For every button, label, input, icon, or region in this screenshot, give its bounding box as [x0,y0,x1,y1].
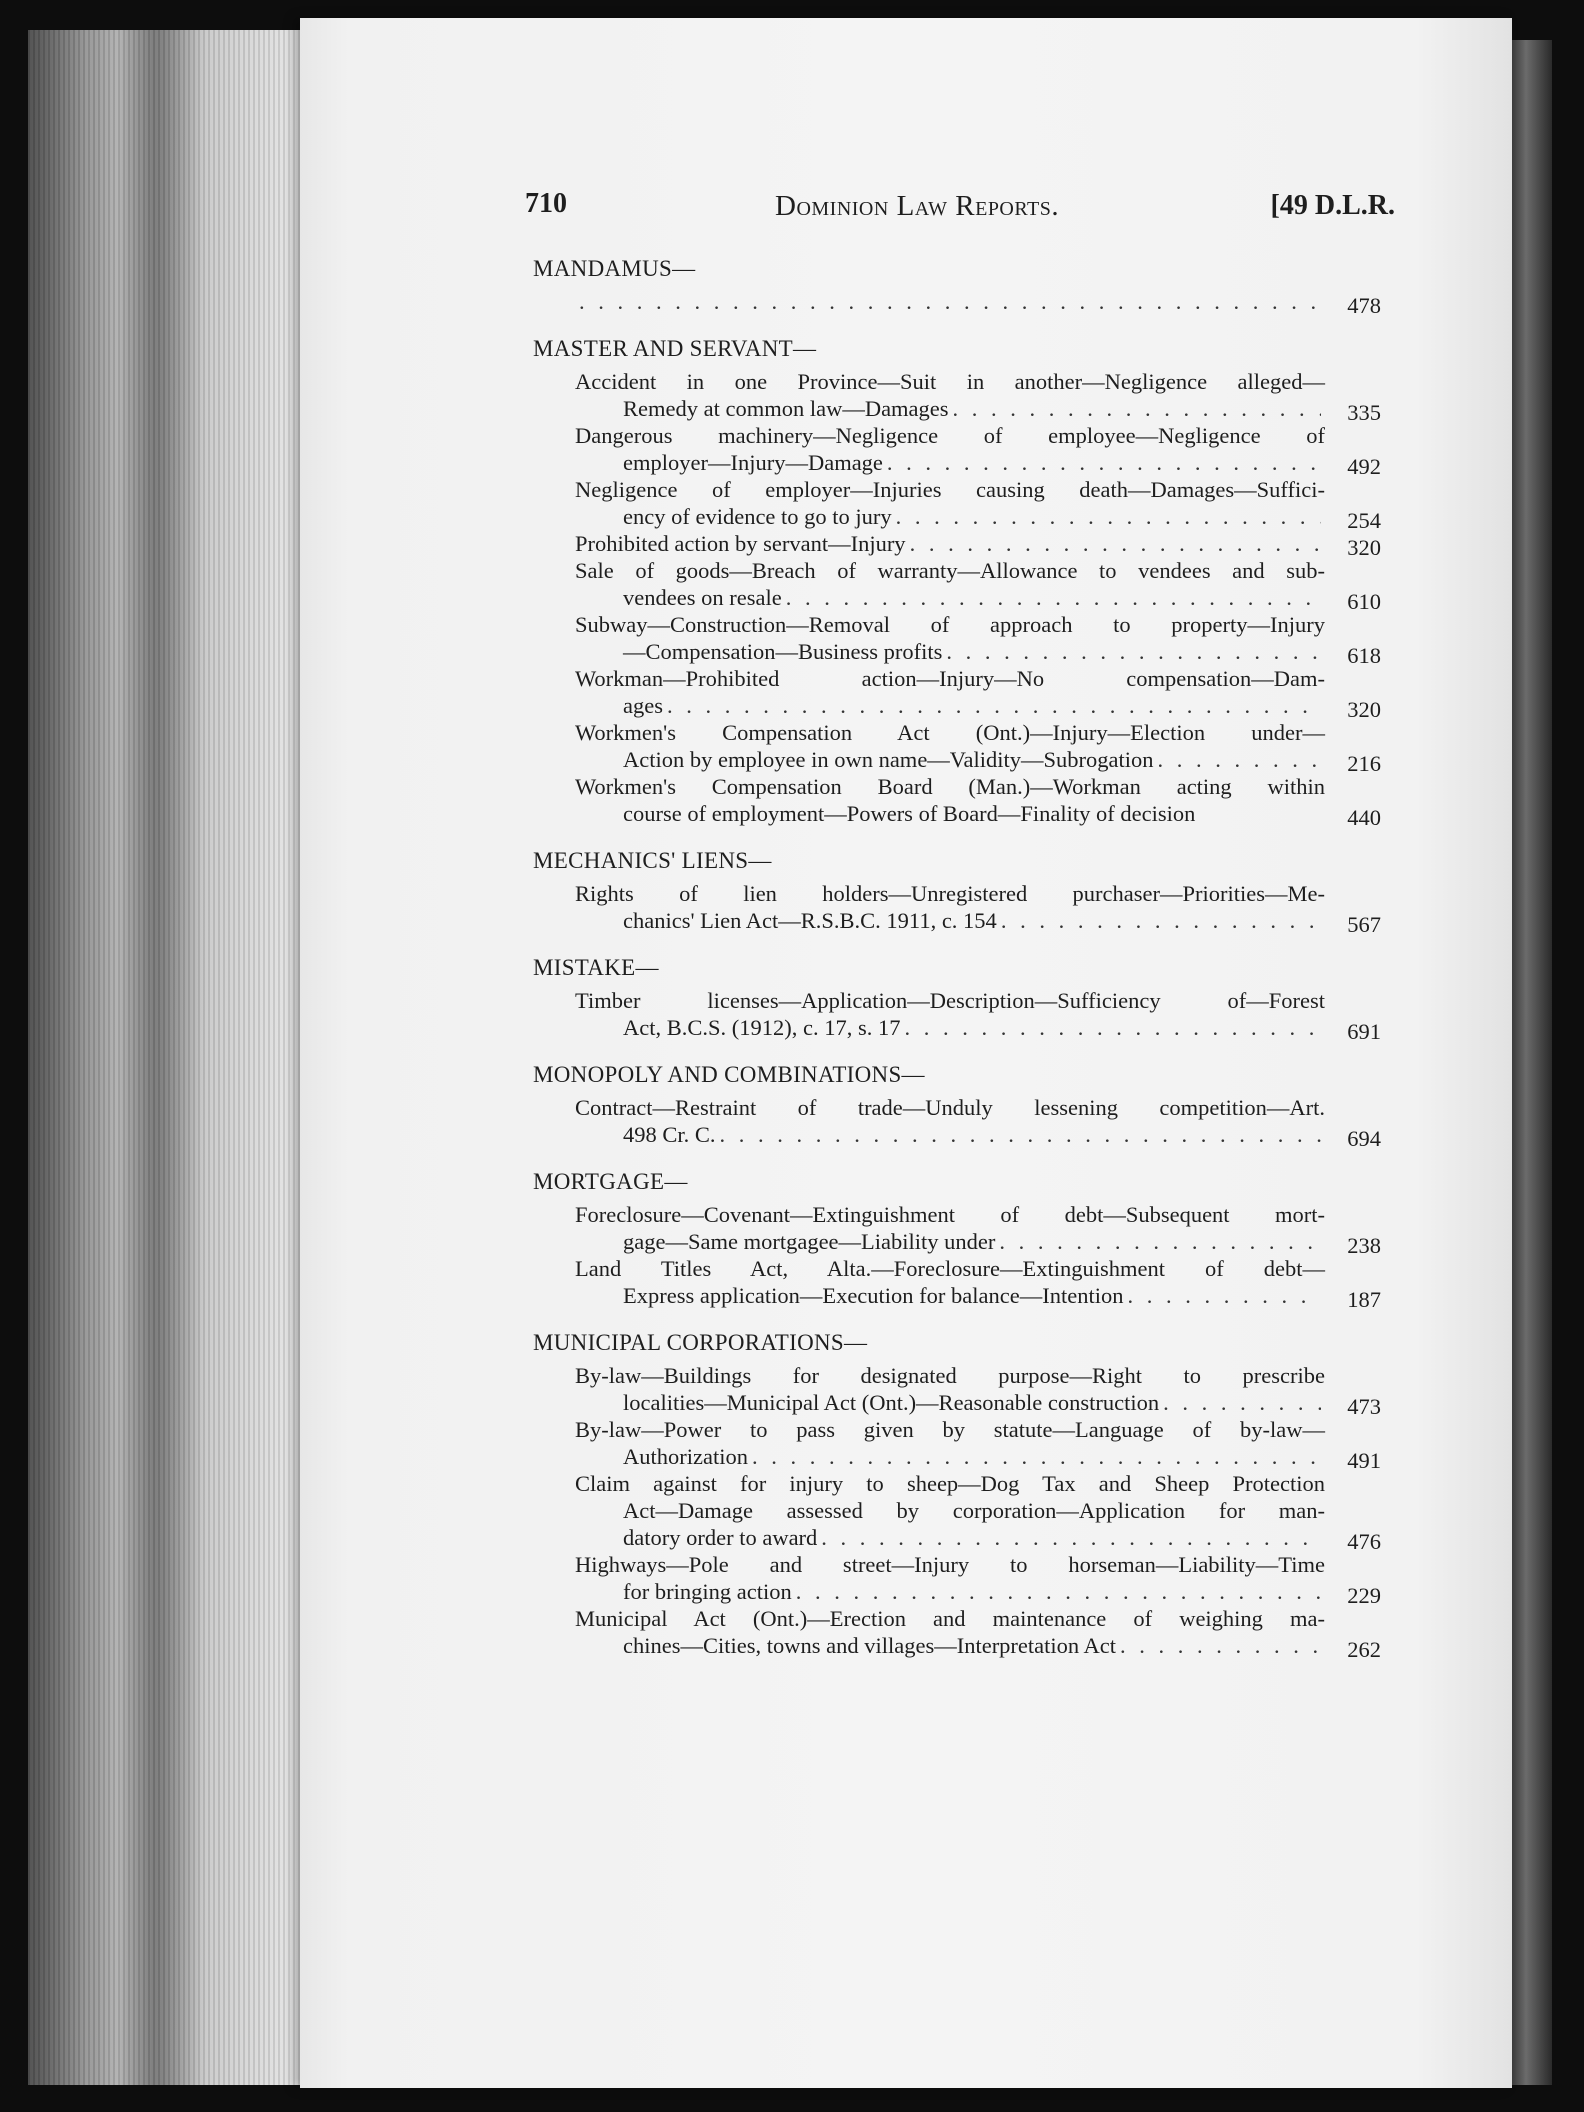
entry-text: ages [623,693,663,718]
index-entry [515,611,1385,668]
page-reference: 473 [1347,1394,1381,1419]
entry-line [575,1255,1325,1282]
page-reference: 187 [1347,1287,1381,1312]
entry-text: datory order to award [623,1525,818,1550]
page-reference: 618 [1347,643,1381,668]
index-section [515,1061,1385,1151]
page-reference: 691 [1347,1019,1381,1044]
entry-line [575,1094,1325,1121]
dot-leader [905,1014,1322,1041]
page-reference: 216 [1347,751,1381,776]
entry-last-line [623,800,1381,830]
entry-last-line [623,638,1381,668]
dot-leader [786,584,1321,611]
index-entry [515,1362,1385,1419]
index-entry [515,1094,1385,1151]
entry-text: Act—Damage assessed by corporation—Application for man- [623,1498,1325,1523]
page-reference: 610 [1347,589,1381,614]
dot-leader [946,638,1321,665]
entry-line [575,368,1325,395]
entry-text: ency of evidence to go to jury [623,504,892,529]
dot-leader [1127,1282,1321,1309]
page-reference: 567 [1347,912,1381,937]
entry-line [575,1201,1325,1228]
entry-last-line [623,1443,1381,1473]
page-reference: 440 [1347,805,1381,830]
entry-line [575,1362,1325,1389]
dot-leader [1158,746,1321,773]
entry-text: Sale of goods—Breach of warranty—Allowance to vendees and sub- [575,558,1325,583]
section-heading: MUNICIPAL CORPORATIONS— [533,1330,868,1355]
entry-text: chines—Cities, towns and villages—Interpretation Act [623,1633,1117,1658]
entry-line [623,1497,1325,1524]
dot-leader [999,1228,1321,1255]
entry-text: By-law—Buildings for designated purpose—Right to prescribe [575,1363,1325,1388]
entry-last-line [623,746,1381,776]
entry-last-line [575,288,1381,318]
section-heading: MONOPOLY AND COMBINATIONS— [533,1062,925,1087]
entry-last-line [623,907,1381,937]
entry-line [575,880,1325,907]
entry-text: Claim against for injury to sheep—Dog Tax and Sheep Protection [575,1471,1325,1496]
entry-line [575,665,1325,692]
entry-text: vendees on resale [623,585,782,610]
dot-leader [579,288,1321,315]
index-entry [515,1551,1385,1608]
page-reference: 238 [1347,1233,1381,1258]
entry-text: Contract—Restraint of trade—Unduly lessening competition—Art. [575,1095,1325,1120]
page-number: 710 [525,188,567,219]
page-reference: 478 [1347,293,1381,318]
index-entry [515,1605,1385,1662]
page-reference: 491 [1347,1448,1381,1473]
dot-leader [796,1578,1321,1605]
entry-last-line [623,449,1381,479]
entry-line [575,1551,1325,1578]
entry-last-line [623,1121,1381,1151]
volume-reference: [49 D.L.R. [1270,190,1395,221]
page-reference: 229 [1347,1583,1381,1608]
entry-text: 498 Cr. C. [623,1122,716,1147]
entry-text: Subway—Construction—Removal of approach to property—Injury [575,612,1325,637]
entry-text: gage—Same mortgagee—Liability under [623,1229,996,1254]
running-header [525,188,1395,238]
dot-leader [953,395,1321,422]
page-reference: 476 [1347,1529,1381,1554]
entry-text: Municipal Act (Ont.)—Erection and maintenance of weighing ma- [575,1606,1325,1631]
entry-text: By-law—Power to pass given by statute—Language of by-law— [575,1417,1325,1442]
entry-line [575,1605,1325,1632]
index-entry [515,1470,1385,1554]
page-reference: 694 [1347,1126,1381,1151]
index-section [515,847,1385,937]
index-entry [515,880,1385,937]
index-section [515,255,1385,318]
section-heading: MANDAMUS— [533,256,696,281]
running-title: Dominion Law Reports. [775,190,1060,222]
index-entry [515,1416,1385,1473]
entry-text: Act, B.C.S. (1912), c. 17, s. 17 [623,1015,901,1040]
section-heading: MISTAKE— [533,955,659,980]
dot-leader [1163,1389,1321,1416]
entry-last-line [623,1014,1381,1044]
dot-leader [910,530,1321,557]
entry-last-line [575,530,1381,560]
entry-line [575,719,1325,746]
entry-text: Dangerous machinery—Negligence of employee—Negligence of [575,423,1325,448]
entry-text: Prohibited action by servant—Injury [575,531,906,556]
index-section [515,954,1385,1044]
entry-line [575,422,1325,449]
page-reference: 320 [1347,535,1381,560]
entry-text: employer—Injury—Damage [623,450,883,475]
dot-leader [896,503,1321,530]
index-body [515,255,1385,1679]
entry-text: Remedy at common law—Damages [623,396,949,421]
entry-line [575,773,1325,800]
entry-text: Accident in one Province—Suit in another—Negligence alleged— [575,369,1325,394]
index-entry [515,422,1385,479]
index-entry [515,773,1385,830]
entry-text: localities—Municipal Act (Ont.)—Reasonable construction [623,1390,1160,1415]
entry-text: Rights of lien holders—Unregistered purchaser—Priorities—Me- [575,881,1325,906]
entry-last-line [623,1632,1381,1662]
entry-text: course of employment—Powers of Board—Finality of decision [623,801,1196,826]
dot-leader [887,449,1321,476]
entry-text: Workmen's Compensation Act (Ont.)—Injury—Election under— [575,720,1325,745]
entry-text: Express application—Execution for balance—Intention [623,1283,1124,1308]
entry-text: Land Titles Act, Alta.—Foreclosure—Extinguishment of debt— [575,1256,1325,1281]
index-entry [515,530,1385,560]
entry-text: Negligence of employer—Injuries causing death—Damages—Suffici- [575,477,1325,502]
entry-last-line [623,692,1381,722]
dot-leader [821,1524,1321,1551]
entry-line [575,1416,1325,1443]
page-reference: 492 [1347,454,1381,479]
entry-text: Foreclosure—Covenant—Extinguishment of debt—Subsequent mort- [575,1202,1325,1227]
entry-text: Highways—Pole and street—Injury to horseman—Liability—Time [575,1552,1325,1577]
dot-leader [720,1121,1321,1148]
page-reference: 254 [1347,508,1381,533]
entry-line [575,1470,1325,1497]
dot-leader [1001,907,1321,934]
section-heading: MECHANICS' LIENS— [533,848,772,873]
section-heading: MASTER AND SERVANT— [533,336,817,361]
entry-last-line [623,1389,1381,1419]
entry-text: Action by employee in own name—Validity—Subrogation [623,747,1154,772]
index-entry [515,1255,1385,1312]
entry-last-line [623,1228,1381,1258]
entry-line [575,557,1325,584]
entry-text: chanics' Lien Act—R.S.B.C. 1911, c. 154 [623,908,997,933]
index-entry [515,288,1385,318]
entry-line [575,611,1325,638]
entry-last-line [623,503,1381,533]
section-heading: MORTGAGE— [533,1169,688,1194]
entry-line [575,987,1325,1014]
index-entry [515,476,1385,533]
entry-last-line [623,1282,1381,1312]
index-section [515,335,1385,830]
page-reference: 262 [1347,1637,1381,1662]
index-section [515,1168,1385,1312]
index-entry [515,1201,1385,1258]
index-entry [515,719,1385,776]
entry-text: Timber licenses—Application—Description—Sufficiency of—Forest [575,988,1325,1013]
index-entry [515,557,1385,614]
entry-text: Workman—Prohibited action—Injury—No compensation—Dam- [575,666,1325,691]
entry-text: Authorization [623,1444,748,1469]
entry-text: Workmen's Compensation Board (Man.)—Workman acting within [575,774,1325,799]
page-reference: 320 [1347,697,1381,722]
index-entry [515,368,1385,425]
entry-text: for bringing action [623,1579,792,1604]
entry-last-line [623,395,1381,425]
index-section [515,1329,1385,1662]
entry-text: —Compensation—Business profits [623,639,943,664]
entry-last-line [623,584,1381,614]
page-reference: 335 [1347,400,1381,425]
index-entry [515,665,1385,722]
dot-leader [1120,1632,1321,1659]
index-entry [515,987,1385,1044]
entry-last-line [623,1578,1381,1608]
dot-leader [752,1443,1321,1470]
dot-leader [667,692,1321,719]
entry-line [575,476,1325,503]
entry-last-line [623,1524,1381,1554]
